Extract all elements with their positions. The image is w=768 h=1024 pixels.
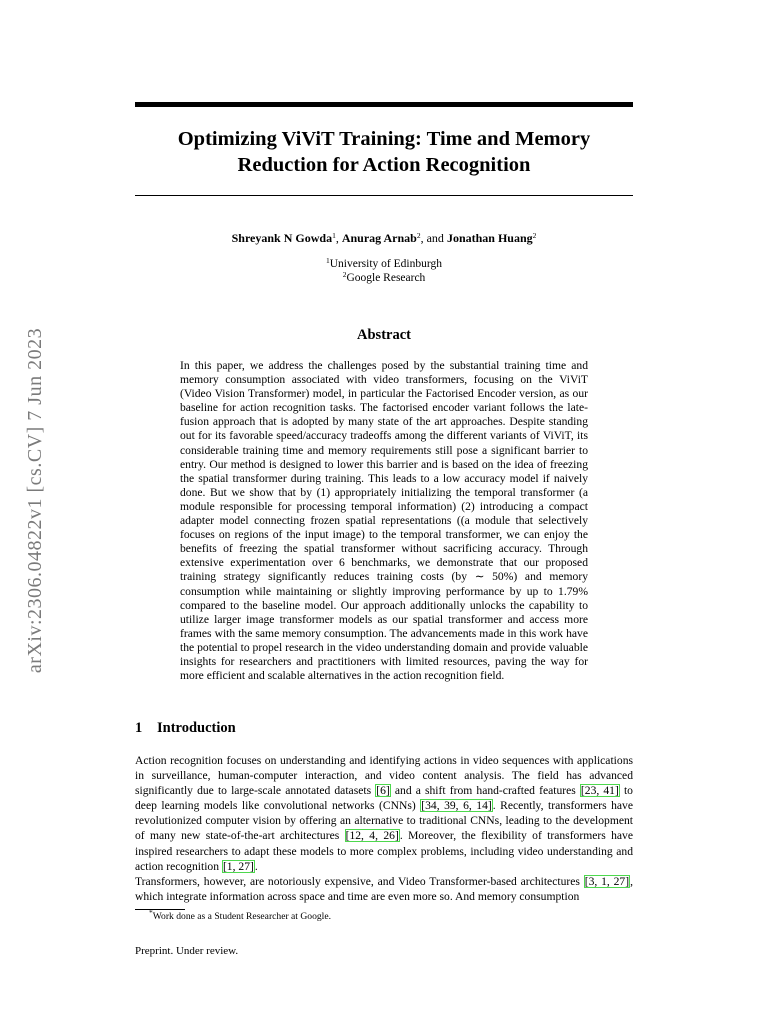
- author-affiliation-mark: 2: [532, 231, 537, 240]
- author-name: Anurag Arnab: [341, 231, 417, 245]
- affiliation-list: [135, 257, 633, 285]
- affiliation-name: Google Research: [346, 272, 426, 284]
- paper-title: [135, 126, 633, 178]
- paragraph-text: Action recognition focuses on understanding and identifying actions in video sequences with applications in surveillance, human-computer interaction, and video content analysis. The field has advanced significantly due to large-scale annotated datasets: [135, 754, 633, 798]
- author-name: Jonathan Huang: [446, 231, 533, 245]
- arxiv-identifier: arXiv:2306.04822v1 [cs.CV] 7 Jun 2023: [24, 327, 47, 673]
- section-heading-introduction: [135, 720, 236, 737]
- paragraph-text: , which integrate information across space and time are even more so. And memory consumption: [135, 875, 633, 904]
- preprint-notice: Preprint. Under review.: [135, 945, 239, 957]
- title-bottom-rule: [135, 195, 633, 196]
- paragraph-text: Transformers, however, are notoriously expensive, and Video Transformer-based architectures: [135, 875, 584, 888]
- paragraph-text: . Moreover, the flexibility of transformers have inspired researchers to adapt these models to more complex problems, including video understanding and action recognition: [135, 829, 633, 873]
- citation-link[interactable]: [12, 4, 26]: [345, 829, 399, 843]
- author-name: Shreyank N Gowda: [231, 231, 333, 245]
- author-separator: ,: [335, 231, 342, 245]
- affiliation-mark: 2: [342, 270, 347, 279]
- affiliation-mark: 1: [326, 256, 330, 265]
- title-line-2: Reduction for Action Recognition: [237, 154, 531, 176]
- paragraph-text: .: [254, 859, 258, 873]
- paragraph-text: . Recently, transformers have revolutionized computer vision by offering an alternative to traditional CNNs, leading to the development of many new state-of-the-art architectures: [135, 799, 633, 843]
- arxiv-side-stamp: [16, 270, 56, 730]
- author-list: [135, 230, 633, 246]
- author-separator: , and: [420, 231, 447, 245]
- paragraph-text: and a shift from hand-crafted features: [390, 784, 580, 798]
- affiliation: [135, 271, 633, 285]
- author-affiliation-mark: 1: [332, 231, 336, 240]
- author-affiliation-mark: 2: [416, 231, 421, 240]
- citation-link[interactable]: [6]: [376, 784, 390, 798]
- abstract-text: In this paper, we address the challenges posed by the substantial training time and memory consumption associated with video transformers, focusing on the ViViT (Video Vision Transformer) model, in particular the Factorised Encoder version, as our baseline for action recognition tasks. The factorised encoder variant follows the late-fusion approach that is adopted by many state of the art approaches. Despite standing out for its favorable speed/accuracy tradeoffs among the different variants of ViViT, its considerable training time and memory requirements still pose a significant barrier to entry. Our method is designed to lower this barrier and is based on the idea of freezing the spatial transformer during training. This leads to a low accuracy model if naively done. But we show that by (1) appropriately initializing the temporal transformer (a module responsible for processing temporal information) (2) introducing a compact adapter model connecting frozen spatial representations ((a module that selectively focuses on regions of the input image) to the temporal transformer, we can enjoy the benefits of freezing the spatial transformer without sacrificing accuracy. Through extensive experimentation over 6 benchmarks, we demonstrate that our proposed training strategy significantly reduces training costs (by ∼ 50%) and memory consumption while maintaining or slightly improving performance by up to 1.79% compared to the baseline model. Our approach additionally unlocks the capability to utilize larger image transformer models as our spatial transformer and access more frames with the same memory consumption. The advancements made in this work have the potential to propel research in the video understanding domain and provide valuable insights for researchers and practitioners with limited resources, paving the way for more efficient and scalable alternatives in the action recognition field.: [180, 359, 588, 683]
- section-number: 1: [135, 720, 143, 736]
- citation-link[interactable]: [23, 41]: [580, 784, 619, 798]
- citation-link[interactable]: [3, 1, 27]: [584, 875, 630, 888]
- title-top-rule: [135, 102, 633, 107]
- intro-paragraph-1: [135, 753, 633, 874]
- citation-link[interactable]: [1, 27]: [222, 859, 254, 873]
- abstract-heading: Abstract: [357, 327, 411, 343]
- intro-paragraph-2: [135, 874, 633, 904]
- citation-link[interactable]: [34, 39, 6, 14]: [421, 799, 492, 813]
- paragraph-text: to deep learning models like convolutional networks (CNNs): [135, 784, 633, 813]
- footnote-text: Work done as a Student Researcher at Google.: [152, 911, 332, 922]
- footnote: [135, 910, 633, 923]
- footnote-mark: *: [149, 908, 153, 917]
- affiliation-name: University of Edinburgh: [329, 258, 442, 270]
- affiliation: [135, 257, 633, 271]
- title-line-1: Optimizing ViViT Training: Time and Memory: [177, 128, 591, 150]
- section-title: Introduction: [157, 720, 236, 736]
